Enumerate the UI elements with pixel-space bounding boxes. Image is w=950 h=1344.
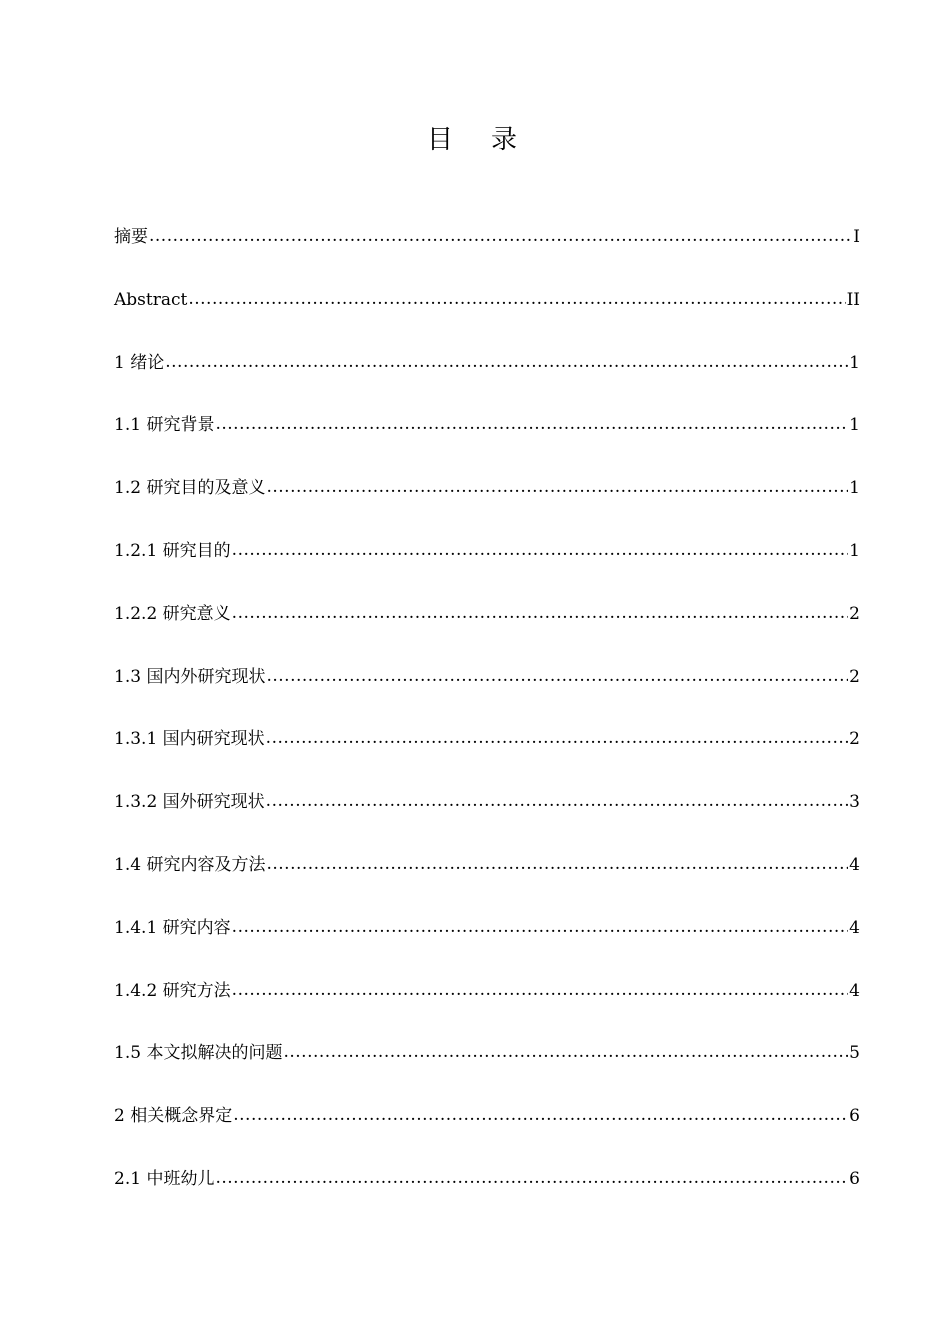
toc-dot-leader	[233, 1100, 848, 1130]
toc-entry-title: 1 绪论	[114, 352, 165, 373]
toc-dot-leader	[232, 535, 849, 565]
toc-entry-page-number: 2	[849, 729, 860, 750]
toc-entry-title: 1.4.1 研究内容	[114, 917, 231, 938]
toc-dot-leader	[266, 472, 848, 502]
toc-dot-leader	[283, 1037, 848, 1067]
toc-entry-title: 1.3.2 国外研究现状	[114, 792, 265, 813]
toc-entry-title: 1.1 研究背景	[114, 415, 215, 436]
toc-dot-leader	[215, 409, 848, 439]
toc-entry-page-number: 6	[849, 1106, 860, 1127]
toc-entry[interactable]	[114, 536, 860, 599]
toc-entry[interactable]	[114, 662, 860, 725]
toc-entry-page-number: 4	[849, 854, 860, 875]
toc-entry-page-number: 2	[849, 603, 860, 624]
toc-entry[interactable]	[114, 724, 860, 787]
toc-entry[interactable]	[114, 787, 860, 850]
toc-dot-leader	[266, 723, 849, 753]
toc-entry-page-number: 6	[849, 1168, 860, 1189]
toc-dot-leader	[232, 912, 849, 942]
toc-entry-title: 1.2.2 研究意义	[114, 603, 231, 624]
toc-entry-title: 1.4.2 研究方法	[114, 980, 231, 1001]
toc-entry[interactable]	[114, 285, 860, 348]
toc-entry-title: 1.3 国内外研究现状	[114, 666, 266, 687]
toc-entry[interactable]	[114, 913, 860, 976]
toc-entry-page-number: 1	[849, 352, 860, 373]
toc-dot-leader	[232, 598, 849, 628]
toc-entry-page-number: I	[853, 227, 860, 247]
toc-dot-leader	[149, 221, 852, 251]
toc-dot-leader	[266, 786, 849, 816]
toc-entry[interactable]	[114, 1038, 860, 1101]
toc-entry-title: 2.1 中班幼儿	[114, 1168, 215, 1189]
toc-entry[interactable]	[114, 1164, 860, 1227]
toc-entry-title: 1.5 本文拟解决的问题	[114, 1043, 283, 1064]
toc-dot-leader	[232, 975, 849, 1005]
toc-entry[interactable]	[114, 473, 860, 536]
toc-entry-page-number: 1	[849, 540, 860, 561]
toc-list	[114, 222, 860, 1227]
toc-title: 目 录	[426, 125, 523, 155]
toc-entry-page-number: 1	[849, 478, 860, 499]
toc-dot-leader	[266, 849, 848, 879]
toc-entry[interactable]	[114, 348, 860, 411]
toc-entry-title: Abstract	[114, 289, 188, 310]
toc-entry-page-number: 4	[849, 980, 860, 1001]
toc-dot-leader	[165, 347, 848, 377]
toc-entry-page-number: 5	[849, 1043, 860, 1064]
toc-entry[interactable]	[114, 976, 860, 1039]
toc-entry-title: 1.2 研究目的及意义	[114, 478, 266, 499]
toc-dot-leader	[266, 661, 848, 691]
toc-entry-page-number: 4	[849, 917, 860, 938]
toc-entry-title: 1.4 研究内容及方法	[114, 854, 266, 875]
toc-entry[interactable]	[114, 1101, 860, 1164]
toc-entry-page-number: 3	[849, 792, 860, 813]
toc-entry-page-number: 2	[849, 666, 860, 687]
toc-dot-leader	[188, 284, 845, 314]
toc-entry[interactable]	[114, 599, 860, 662]
toc-entry-title: 1.2.1 研究目的	[114, 540, 231, 561]
toc-entry[interactable]	[114, 222, 860, 285]
toc-entry-title: 摘要	[114, 227, 148, 247]
toc-entry-page-number: II	[846, 289, 860, 310]
toc-entry[interactable]	[114, 850, 860, 913]
toc-dot-leader	[215, 1163, 848, 1193]
toc-entry-page-number: 1	[849, 415, 860, 436]
toc-entry-title: 2 相关概念界定	[114, 1106, 233, 1127]
toc-entry[interactable]	[114, 410, 860, 473]
toc-entry-title: 1.3.1 国内研究现状	[114, 729, 265, 750]
